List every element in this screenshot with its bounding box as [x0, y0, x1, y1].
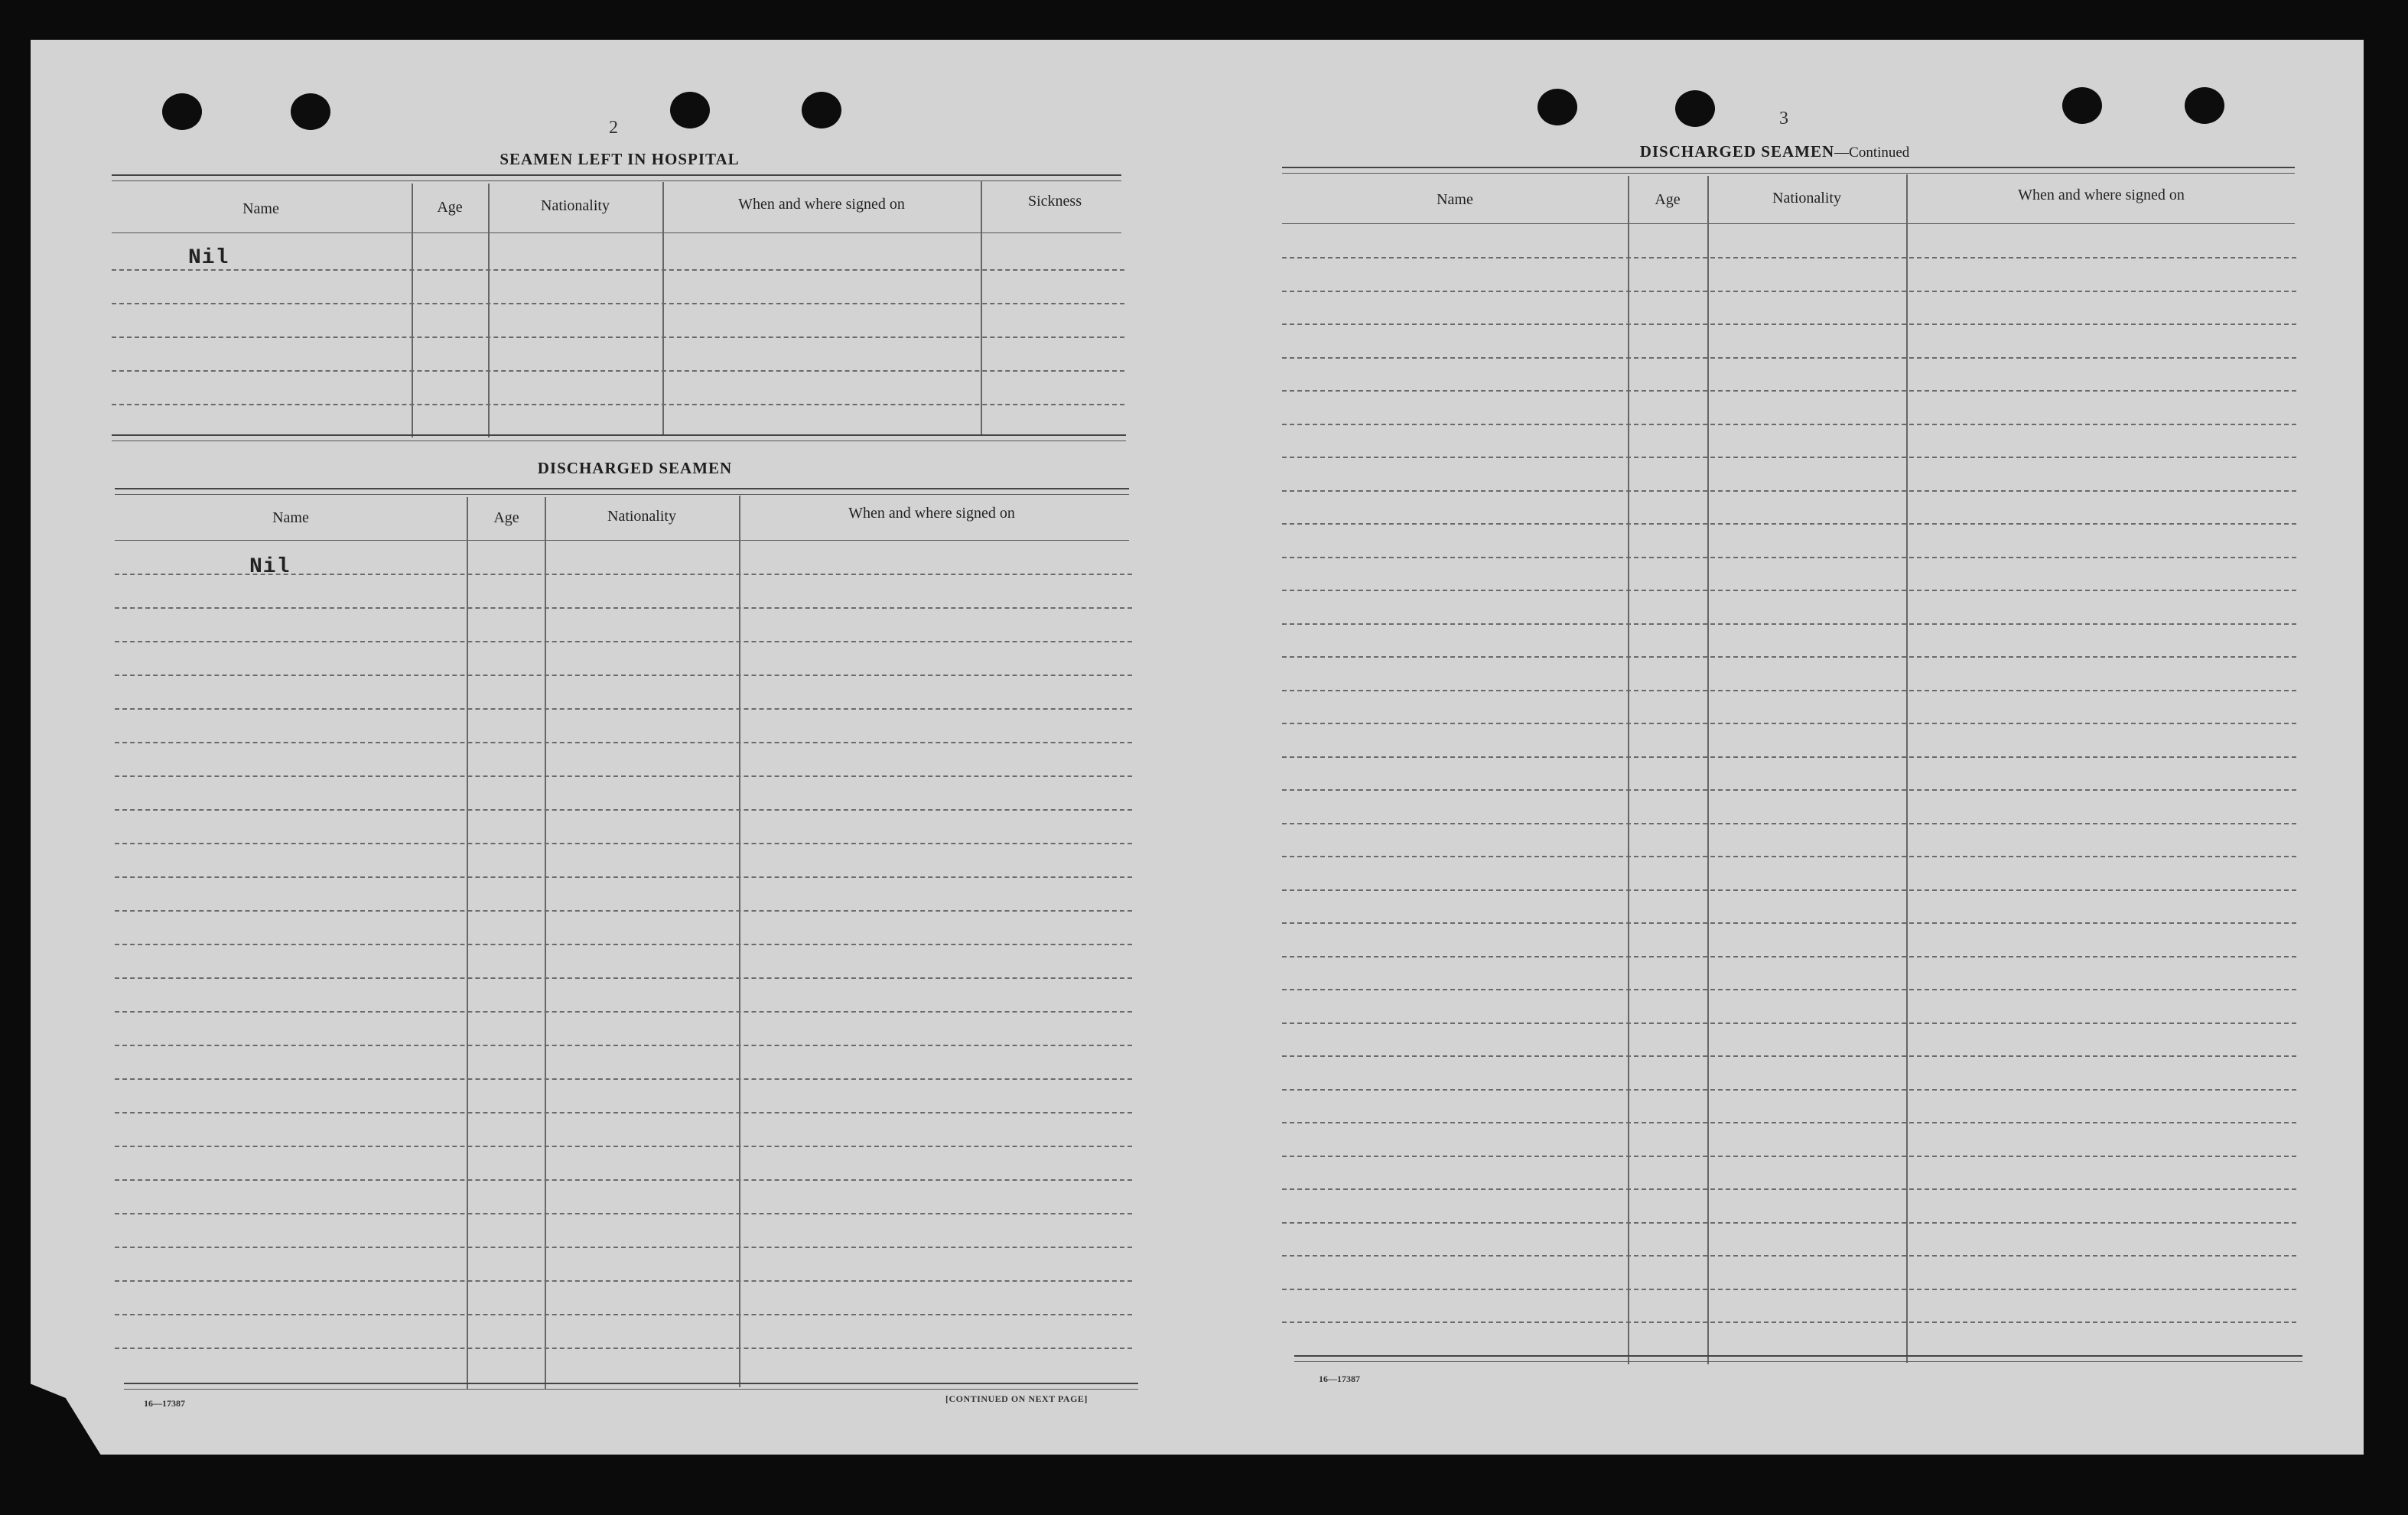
ruled-row-line [115, 1348, 1132, 1349]
discharged-bottom-rule [124, 1383, 1138, 1384]
discharged-col-divider [739, 496, 740, 1387]
ruled-row-line [115, 1146, 1132, 1147]
right-top-rule-inner [1282, 173, 2295, 174]
hospital-col-signed-on: When and where signed on [738, 196, 905, 213]
ruled-row-line [1282, 1022, 2296, 1024]
ruled-row-line [115, 1112, 1132, 1113]
ruled-row-line [1282, 789, 2296, 791]
discharged-top-rule [115, 488, 1129, 489]
right-top-rule [1282, 167, 2295, 168]
ruled-row-line [115, 1314, 1132, 1315]
ruled-row-line [115, 742, 1132, 743]
right-col-divider [1906, 174, 1908, 1363]
ruled-row-line [1282, 956, 2296, 957]
punch-hole [291, 93, 330, 130]
hospital-col-divider [662, 182, 664, 436]
right-bottom-rule-inner [1294, 1361, 2302, 1362]
ruled-row-line [115, 675, 1132, 676]
ruled-row-line [1282, 989, 2296, 990]
ruled-row-line [115, 843, 1132, 844]
ruled-row-line [115, 1078, 1132, 1080]
ruled-row-line [115, 977, 1132, 979]
right-bottom-rule [1294, 1355, 2302, 1357]
discharged-col-divider [467, 497, 468, 1389]
punch-hole [1538, 89, 1577, 125]
ruled-row-line [1282, 823, 2296, 824]
ruled-row-line [1282, 357, 2296, 359]
ruled-row-line [115, 876, 1132, 878]
document-sheet [31, 40, 2364, 1455]
ruled-row-line [1282, 1289, 2296, 1290]
ruled-row-line [1282, 590, 2296, 591]
discharged-continued-title [1538, 142, 2012, 161]
hospital-section-title: SEAMEN LEFT IN HOSPITAL [499, 150, 740, 168]
ruled-row-line [115, 1213, 1132, 1214]
ruled-row-line [1282, 856, 2296, 857]
discharged-col-divider [545, 497, 546, 1389]
punch-hole [162, 93, 202, 130]
hospital-header-rule [112, 232, 1121, 233]
discharged-col-nationality: Nationality [607, 508, 676, 525]
right-col-signed-on: When and where signed on [2018, 187, 2185, 203]
hospital-top-rule-inner [112, 180, 1121, 181]
ruled-row-line [1282, 291, 2296, 292]
discharged-section-title: DISCHARGED SEAMEN [537, 459, 733, 477]
ruled-row-line [1282, 1122, 2296, 1123]
punch-hole [1675, 90, 1715, 127]
ruled-row-line [115, 944, 1132, 945]
discharged-bottom-rule-inner [124, 1389, 1138, 1390]
hospital-entry-nil: Nil [188, 246, 229, 270]
ruled-row-line [115, 641, 1132, 642]
discharged-continued-title-main: DISCHARGED SEAMEN [1639, 142, 1835, 161]
hospital-col-divider [488, 184, 490, 437]
discharged-header-rule [115, 540, 1129, 541]
discharged-col-age: Age [493, 509, 519, 526]
ruled-row-line [1282, 756, 2296, 758]
punch-hole [670, 92, 710, 128]
right-col-name: Name [1437, 191, 1473, 208]
ruled-row-line [1282, 922, 2296, 924]
ruled-row-line [115, 1045, 1132, 1046]
hospital-col-sickness: Sickness [1028, 193, 1082, 210]
ruled-row-line [1282, 257, 2296, 258]
ruled-row-line [1282, 490, 2296, 492]
ruled-row-line [115, 607, 1132, 609]
right-col-age: Age [1655, 191, 1681, 208]
ruled-row-line [1282, 1222, 2296, 1224]
ruled-row-line [1282, 1255, 2296, 1257]
ruled-row-line [115, 1179, 1132, 1181]
hospital-row-line [112, 404, 1124, 405]
form-number-left: 16—17387 [144, 1398, 185, 1409]
ruled-row-line [115, 910, 1132, 912]
discharged-col-name: Name [272, 509, 309, 526]
ruled-row-line [1282, 523, 2296, 525]
ruled-row-line [115, 708, 1132, 710]
right-col-divider [1707, 176, 1709, 1364]
punch-hole [2185, 87, 2224, 124]
hospital-col-divider [981, 180, 982, 434]
right-col-divider [1628, 176, 1629, 1364]
hospital-row-line [112, 303, 1124, 304]
ruled-row-line [1282, 323, 2296, 325]
ruled-row-line [1282, 424, 2296, 425]
ruled-row-line [1282, 690, 2296, 691]
hospital-col-nationality: Nationality [541, 197, 610, 214]
ruled-row-line [1282, 1089, 2296, 1091]
ruled-row-line [1282, 723, 2296, 724]
ruled-row-line [1282, 557, 2296, 558]
discharged-entry-nil: Nil [249, 555, 291, 579]
punch-hole [802, 92, 841, 128]
discharged-col-signed-on: When and where signed on [848, 505, 1015, 522]
ruled-row-line [1282, 1055, 2296, 1057]
page-number-right: 3 [1779, 109, 1788, 128]
ruled-row-line [1282, 623, 2296, 625]
discharged-top-rule-inner [115, 494, 1129, 495]
ruled-row-line [1282, 1188, 2296, 1190]
hospital-row-line [112, 370, 1124, 372]
hospital-col-divider [412, 184, 413, 437]
ruled-row-line [115, 1011, 1132, 1013]
ruled-row-line [1282, 1156, 2296, 1157]
ruled-row-line [115, 809, 1132, 811]
ruled-row-line [1282, 656, 2296, 658]
right-header-rule [1282, 223, 2295, 224]
hospital-top-rule [112, 174, 1121, 176]
ruled-row-line [115, 775, 1132, 777]
ruled-row-line [115, 1280, 1132, 1282]
ruled-row-line [115, 1247, 1132, 1248]
ruled-row-line [1282, 889, 2296, 891]
hospital-bottom-rule [112, 434, 1126, 436]
continued-note: [CONTINUED ON NEXT PAGE] [945, 1393, 1088, 1404]
hospital-col-name: Name [242, 200, 279, 217]
discharged-continued-suffix: —Continued [1834, 145, 1910, 161]
right-col-nationality: Nationality [1772, 190, 1841, 206]
page-number-left: 2 [609, 118, 618, 138]
ruled-row-line [1282, 457, 2296, 458]
punch-hole [2062, 87, 2102, 124]
hospital-row-line [112, 336, 1124, 338]
form-number-right: 16—17387 [1319, 1374, 1360, 1384]
hospital-col-age: Age [437, 199, 463, 216]
ruled-row-line [1282, 390, 2296, 392]
hospital-row-line [112, 269, 1124, 271]
ruled-row-line [1282, 1322, 2296, 1323]
